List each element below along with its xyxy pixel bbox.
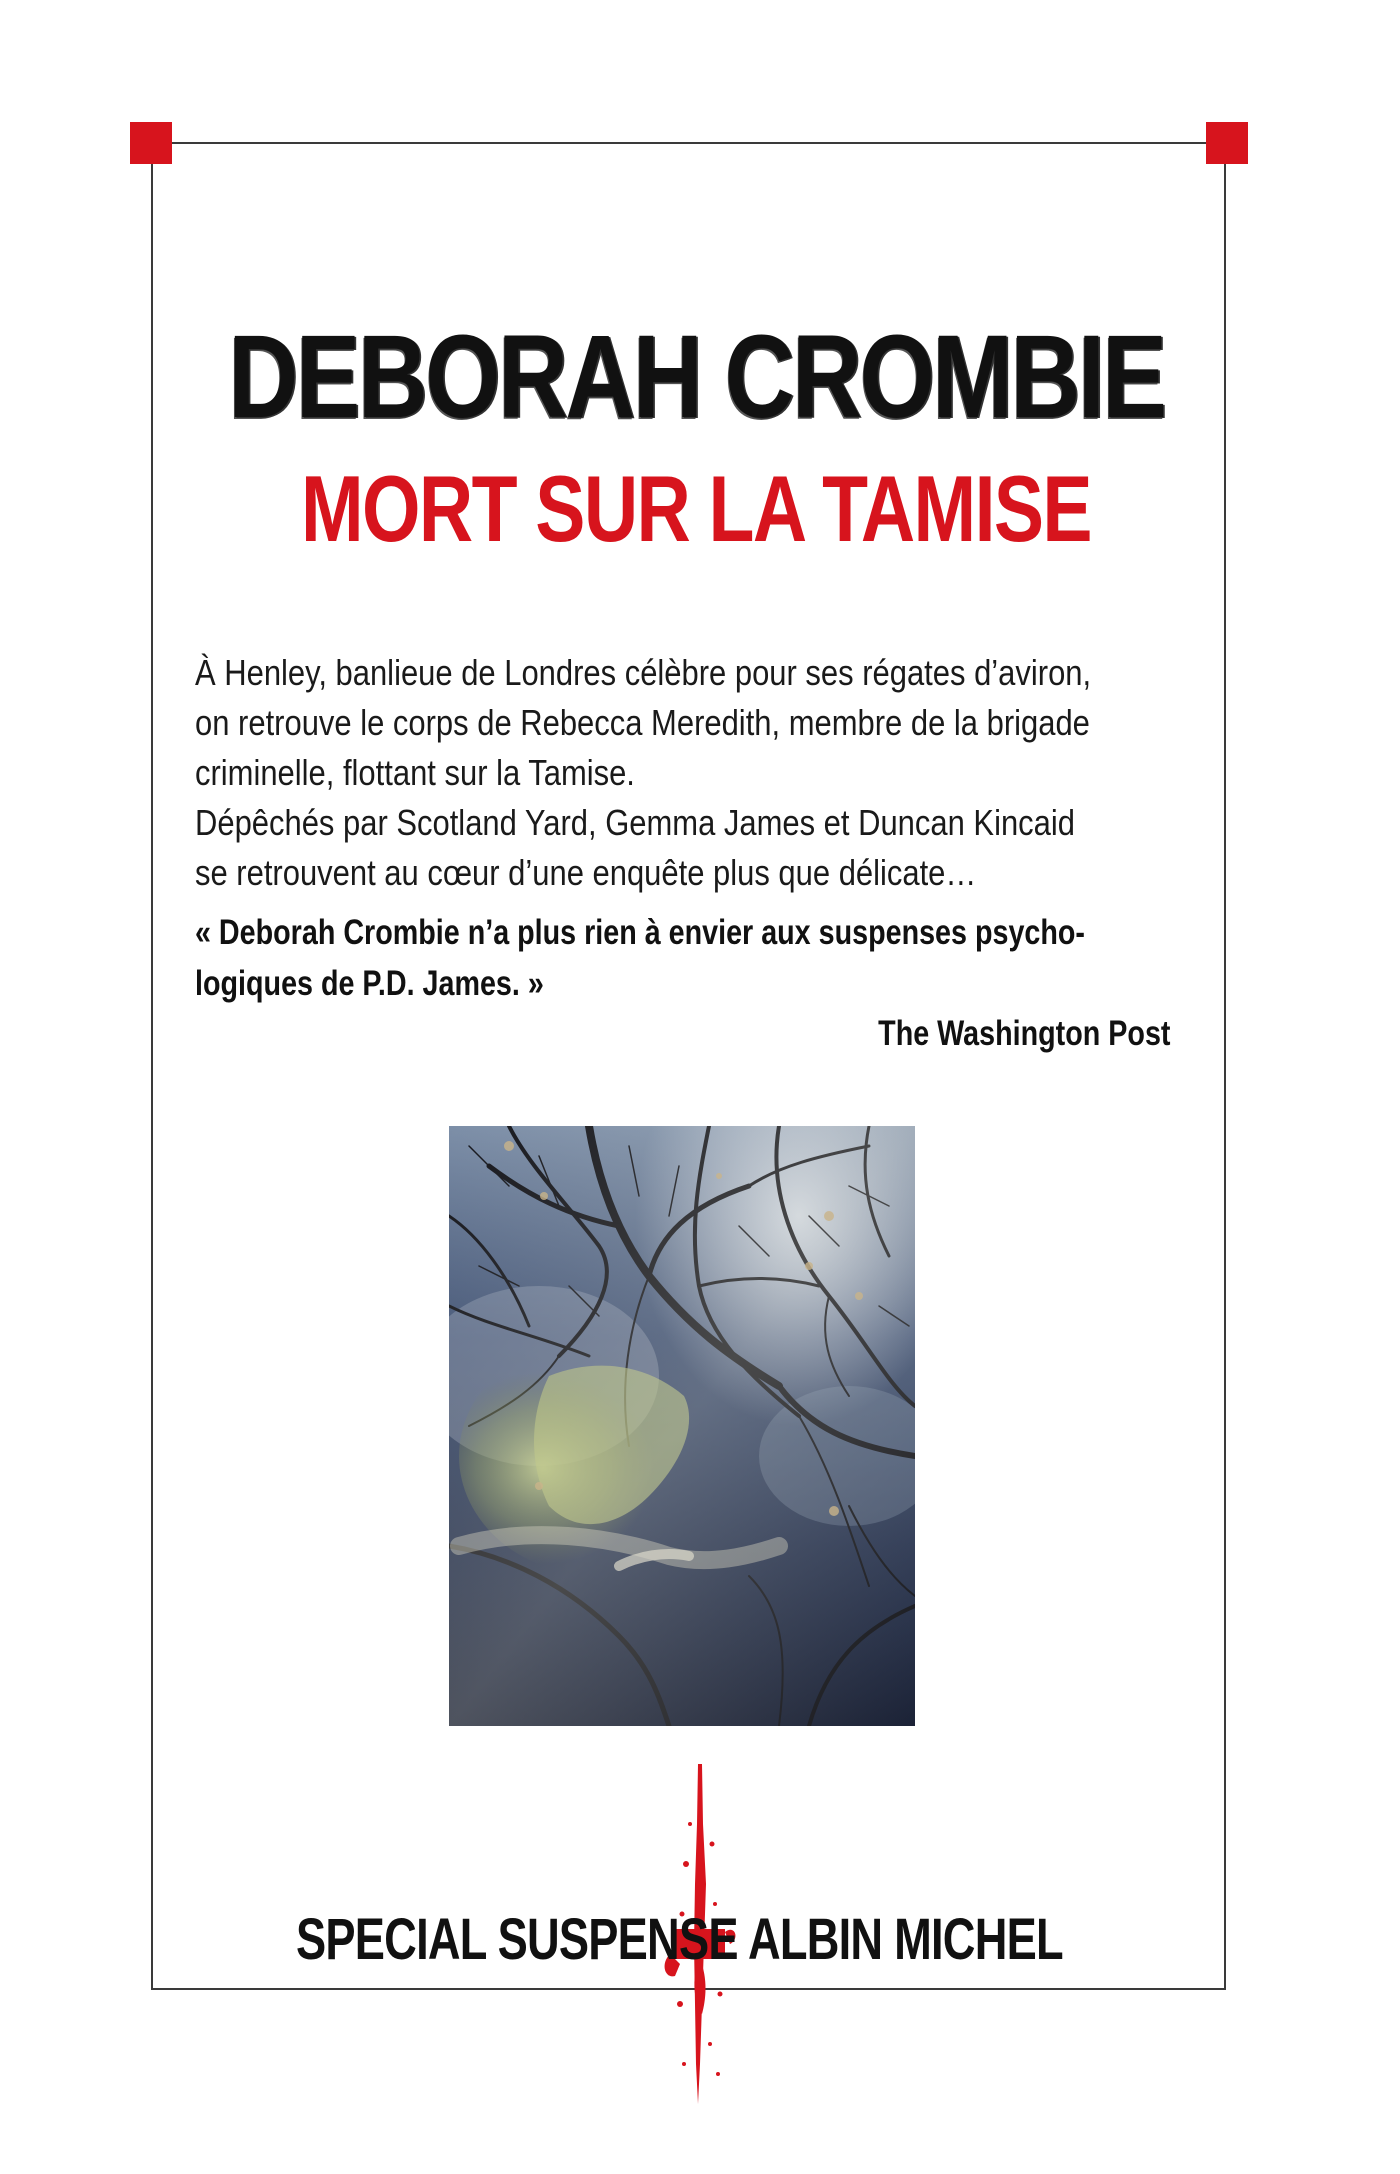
- quote-source: [195, 1009, 1170, 1059]
- book-title: MORT SUR LA TAMISE: [301, 456, 1091, 561]
- summary-line: criminelle, flottant sur la Tamise.: [195, 752, 635, 793]
- corner-square-left: [130, 122, 172, 164]
- author-name: DEBORAH CROMBIE: [228, 311, 1165, 443]
- quote-source-text: The Washington Post: [877, 1014, 1170, 1053]
- quote-line: « Deborah Crombie n’a plus rien à envier aux suspenses psycho-: [195, 913, 1085, 952]
- summary-line: À Henley, banlieue de Londres célèbre pour ses régates d’aviron,: [195, 652, 1092, 693]
- collection-name: SPECIAL SUSPENSE: [296, 1907, 738, 1972]
- summary-line: on retrouve le corps de Rebecca Meredith, membre de la brigade: [195, 702, 1090, 743]
- press-quote: [195, 907, 1195, 1009]
- river-reflection-photo: [449, 1126, 915, 1726]
- quote-line: logiques de P.D. James. »: [195, 964, 544, 1003]
- summary-text: [195, 648, 1195, 898]
- corner-square-right: [1206, 122, 1248, 164]
- publisher-name: ALBIN MICHEL: [748, 1907, 1063, 1972]
- summary-line: se retrouvent au cœur d’une enquête plus que délicate…: [195, 852, 977, 893]
- cover-photo: [449, 1126, 915, 1726]
- summary-line: Dépêchés par Scotland Yard, Gemma James et Duncan Kincaid: [195, 802, 1075, 843]
